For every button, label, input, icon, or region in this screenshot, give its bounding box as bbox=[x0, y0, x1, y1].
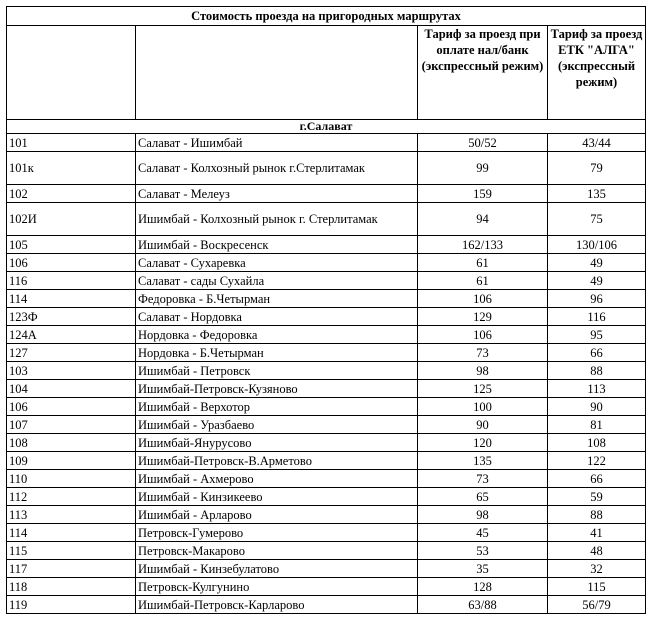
route-number: 117 bbox=[7, 560, 136, 578]
etk-fare: 115 bbox=[548, 578, 646, 596]
route-name: Ишимбай - Кинзикеево bbox=[136, 488, 418, 506]
route-number: 115 bbox=[7, 542, 136, 560]
cash-fare: 99 bbox=[418, 152, 548, 185]
etk-fare: 79 bbox=[548, 152, 646, 185]
etk-fare: 59 bbox=[548, 488, 646, 506]
route-number: 103 bbox=[7, 362, 136, 380]
table-row bbox=[7, 236, 646, 254]
table-row bbox=[7, 344, 646, 362]
cash-fare: 63/88 bbox=[418, 596, 548, 614]
table-row bbox=[7, 434, 646, 452]
table-row bbox=[7, 506, 646, 524]
fare-table bbox=[6, 6, 646, 614]
etk-fare: 81 bbox=[548, 416, 646, 434]
etk-fare: 116 bbox=[548, 308, 646, 326]
route-name: Ишимбай-Петровск-В.Арметово bbox=[136, 452, 418, 470]
table-row bbox=[7, 254, 646, 272]
cash-fare: 50/52 bbox=[418, 134, 548, 152]
route-name: Ишимбай-Петровск-Кузяново bbox=[136, 380, 418, 398]
route-number: 123Ф bbox=[7, 308, 136, 326]
etk-fare: 108 bbox=[548, 434, 646, 452]
etk-fare: 66 bbox=[548, 344, 646, 362]
cash-fare: 98 bbox=[418, 506, 548, 524]
etk-fare: 41 bbox=[548, 524, 646, 542]
table-row bbox=[7, 185, 646, 203]
table-row bbox=[7, 488, 646, 506]
route-number: 114 bbox=[7, 290, 136, 308]
header-route-name bbox=[136, 26, 418, 120]
table-row bbox=[7, 326, 646, 344]
route-name: Салават - Ишимбай bbox=[136, 134, 418, 152]
etk-fare: 96 bbox=[548, 290, 646, 308]
table-row bbox=[7, 380, 646, 398]
header-etk-fare: Тариф за проезд ЕТК "АЛГА" (экспрессный режим) bbox=[548, 26, 646, 120]
route-name: Салават - Нордовка bbox=[136, 308, 418, 326]
cash-fare: 129 bbox=[418, 308, 548, 326]
route-number: 118 bbox=[7, 578, 136, 596]
table-row bbox=[7, 203, 646, 236]
cash-fare: 159 bbox=[418, 185, 548, 203]
table-row bbox=[7, 134, 646, 152]
cash-fare: 120 bbox=[418, 434, 548, 452]
etk-fare: 43/44 bbox=[548, 134, 646, 152]
route-number: 102И bbox=[7, 203, 136, 236]
cash-fare: 106 bbox=[418, 290, 548, 308]
etk-fare: 32 bbox=[548, 560, 646, 578]
etk-fare: 122 bbox=[548, 452, 646, 470]
table-row bbox=[7, 362, 646, 380]
route-number: 113 bbox=[7, 506, 136, 524]
route-name: Салават - Сухаревка bbox=[136, 254, 418, 272]
route-name: Салават - Колхозный рынок г.Стерлитамак bbox=[136, 152, 418, 185]
cash-fare: 98 bbox=[418, 362, 548, 380]
route-name: Петровск-Макарово bbox=[136, 542, 418, 560]
route-number: 105 bbox=[7, 236, 136, 254]
section-heading: г.Салават bbox=[7, 120, 646, 134]
table-row bbox=[7, 470, 646, 488]
etk-fare: 48 bbox=[548, 542, 646, 560]
route-number: 104 bbox=[7, 380, 136, 398]
etk-fare: 113 bbox=[548, 380, 646, 398]
cash-fare: 61 bbox=[418, 272, 548, 290]
etk-fare: 88 bbox=[548, 506, 646, 524]
route-number: 119 bbox=[7, 596, 136, 614]
table-row bbox=[7, 542, 646, 560]
cash-fare: 100 bbox=[418, 398, 548, 416]
route-name: Ишимбай - Петровск bbox=[136, 362, 418, 380]
table-row bbox=[7, 398, 646, 416]
etk-fare: 49 bbox=[548, 272, 646, 290]
route-name: Нордовка - Б.Четырман bbox=[136, 344, 418, 362]
route-name: Салават - сады Сухайла bbox=[136, 272, 418, 290]
etk-fare: 130/106 bbox=[548, 236, 646, 254]
table-row bbox=[7, 524, 646, 542]
route-name: Салават - Мелеуз bbox=[136, 185, 418, 203]
route-number: 106 bbox=[7, 398, 136, 416]
route-number: 101к bbox=[7, 152, 136, 185]
cash-fare: 90 bbox=[418, 416, 548, 434]
cash-fare: 128 bbox=[418, 578, 548, 596]
header-cash-fare: Тариф за проезд при оплате нал/банк (экспрессный режим) bbox=[418, 26, 548, 120]
route-name: Ишимбай - Ахмерово bbox=[136, 470, 418, 488]
route-number: 108 bbox=[7, 434, 136, 452]
cash-fare: 35 bbox=[418, 560, 548, 578]
table-row bbox=[7, 560, 646, 578]
table-row bbox=[7, 596, 646, 614]
etk-fare: 66 bbox=[548, 470, 646, 488]
etk-fare: 75 bbox=[548, 203, 646, 236]
route-name: Ишимбай-Петровск-Карларово bbox=[136, 596, 418, 614]
route-number: 127 bbox=[7, 344, 136, 362]
route-name: Ишимбай - Воскресенск bbox=[136, 236, 418, 254]
route-number: 107 bbox=[7, 416, 136, 434]
etk-fare: 56/79 bbox=[548, 596, 646, 614]
route-name: Ишимбай-Янурусово bbox=[136, 434, 418, 452]
etk-fare: 135 bbox=[548, 185, 646, 203]
route-number: 101 bbox=[7, 134, 136, 152]
cash-fare: 162/133 bbox=[418, 236, 548, 254]
route-number: 110 bbox=[7, 470, 136, 488]
cash-fare: 73 bbox=[418, 344, 548, 362]
table-row bbox=[7, 152, 646, 185]
route-name: Ишимбай - Арларово bbox=[136, 506, 418, 524]
cash-fare: 53 bbox=[418, 542, 548, 560]
header-route-number bbox=[7, 26, 136, 120]
table-row bbox=[7, 308, 646, 326]
etk-fare: 49 bbox=[548, 254, 646, 272]
route-name: Нордовка - Федоровка bbox=[136, 326, 418, 344]
route-number: 106 bbox=[7, 254, 136, 272]
route-number: 124А bbox=[7, 326, 136, 344]
route-number: 102 bbox=[7, 185, 136, 203]
table-row bbox=[7, 272, 646, 290]
route-name: Ишимбай - Колхозный рынок г. Стерлитамак bbox=[136, 203, 418, 236]
route-name: Ишимбай - Уразбаево bbox=[136, 416, 418, 434]
cash-fare: 125 bbox=[418, 380, 548, 398]
cash-fare: 45 bbox=[418, 524, 548, 542]
route-number: 109 bbox=[7, 452, 136, 470]
route-number: 112 bbox=[7, 488, 136, 506]
etk-fare: 88 bbox=[548, 362, 646, 380]
table-row bbox=[7, 578, 646, 596]
cash-fare: 94 bbox=[418, 203, 548, 236]
cash-fare: 65 bbox=[418, 488, 548, 506]
route-name: Ишимбай - Верхотор bbox=[136, 398, 418, 416]
route-name: Петровск-Гумерово bbox=[136, 524, 418, 542]
route-name: Петровск-Кулгунино bbox=[136, 578, 418, 596]
etk-fare: 95 bbox=[548, 326, 646, 344]
cash-fare: 61 bbox=[418, 254, 548, 272]
route-name: Федоровка - Б.Четырман bbox=[136, 290, 418, 308]
etk-fare: 90 bbox=[548, 398, 646, 416]
table-title: Стоимость проезда на пригородных маршрутах bbox=[7, 7, 646, 26]
table-row bbox=[7, 452, 646, 470]
cash-fare: 73 bbox=[418, 470, 548, 488]
route-number: 114 bbox=[7, 524, 136, 542]
route-number: 116 bbox=[7, 272, 136, 290]
route-name: Ишимбай - Кинзебулатово bbox=[136, 560, 418, 578]
cash-fare: 106 bbox=[418, 326, 548, 344]
table-row bbox=[7, 416, 646, 434]
cash-fare: 135 bbox=[418, 452, 548, 470]
table-row bbox=[7, 290, 646, 308]
